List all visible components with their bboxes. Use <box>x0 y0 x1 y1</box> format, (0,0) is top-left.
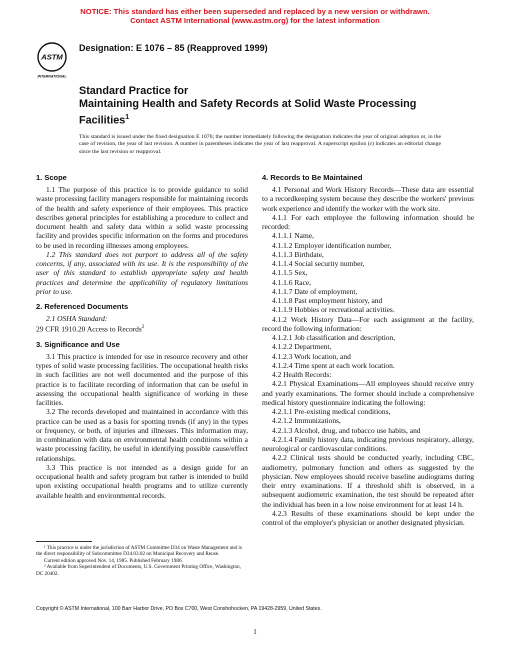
footnotes <box>36 545 248 577</box>
title-footnote-mark: 1 <box>125 114 130 121</box>
para-4-2-3: 4.2.3 Results of these examinations should be kept under the control of the employer's physician or another designated physician. <box>262 508 474 527</box>
para-4-2-1-4: 4.2.1.4 Family history data, indicating previous respiratory, allergy, neurological or cardiovascular conditions. <box>262 434 474 453</box>
title-line-2 <box>79 98 459 128</box>
list-item: 4.2.1.1 Pre-existing medical conditions, <box>272 407 391 416</box>
astm-logo-subtext: INTERNATIONAL <box>37 74 67 79</box>
notice-line-2: Contact ASTM International (www.astm.org) for the latest information <box>130 16 380 26</box>
para-3-1: 3.1 This practice is intended for use in resource recovery and other types of solid waste processing facilities. The occupational health risks in such facilities are not well documented and the purpose of this practice is to facilitate recording of information that can be useful in assessing the occupational health significance of working in these facilities. <box>36 351 248 408</box>
supersede-notice <box>0 7 510 25</box>
para-4-1-2: 4.1.2 Work History Data—For each assignment at the facility, record the following information: <box>262 314 474 333</box>
para-1-1: 1.1 The purpose of this practice is to provide guidance to solid waste processing facility managers responsible for maintaining records of the health and safety experience of their employees. This practice describes general principles for establishing a procedure to collect and document health and safety data within a solid waste processing facility and provides specific information on the forms and procedures to be used in recording illnesses among employees. <box>36 185 248 250</box>
notice-line-1: NOTICE: This standard has either been superseded and replaced by a new version or withdrawn. <box>80 7 430 16</box>
list-item: 4.1.1.4 Social security number, <box>272 259 365 268</box>
list-item: 4.2.1.3 Alcohol, drug, and tobacco use habits, and <box>272 425 421 435</box>
para-1-2 <box>36 250 248 296</box>
footnote-1b: Current edition approved Nov. 14, 1985. Published February 1986. <box>44 557 183 564</box>
designation: Designation: E 1076 – 85 (Reapproved 1999) <box>79 43 268 53</box>
list-item: 4.1.2.4 Time spent at each work location. <box>272 360 395 370</box>
document-title <box>79 85 459 128</box>
astm-logo-text: ASTM <box>41 52 63 62</box>
para-2-2 <box>36 323 248 334</box>
para-3-2: 3.2 The records developed and maintained in accordance with this practice can be used as a basis for spotting trends (if any) in the types or frequency, or both, of injuries and illnesses. This information may, in combination with data on environmental health conditions within a waste processing facility, be useful in identifying possible cause/effect relationships. <box>36 407 248 463</box>
list-item: 4.1.2.2 Department, <box>272 342 332 352</box>
para-4-2-2: 4.2.2 Clinical tests should be conducted yearly, including CBC, audiometry, pulmonary function and others as suggested by the physician. New employees should receive baseline audiograms during their entry examinations. If a threshold shift is observed, in a subsequent audiometric examination, the test should be repeated after the individual has been in a low noise environment for at least 14 h. <box>262 453 474 509</box>
list-item: 4.1.1.2 Employer identification number, <box>272 240 392 250</box>
list-item: 4.1.2.1 Job classification and description, <box>272 333 396 342</box>
footnote-1: ¹ This practice is under the jurisdiction of ASTM Committee D34 on Waste Management and is the direct responsibility of Subcommittee D34.03.02 on Municipal Recovery and Reuse. <box>36 545 242 558</box>
section-1-heading: 1. Scope <box>36 173 67 182</box>
para-4-2-1: 4.2.1 Physical Examinations—All employees should receive entry and yearly examinations. The former should include a comprehensive medical history questionnaire indicating the following: <box>262 379 474 407</box>
para-3-3: 3.3 This practice is not intended as a design guide for an occupational health and safety program but rather is intended to build upon existing occupational health programs and to utilize currently available health and environmental records. <box>36 462 248 500</box>
para-4-1: 4.1 Personal and Work History Records—These data are essential to a recordkeeping system because they describe the workers' previous work experience and identify the worker with the work site. <box>262 185 474 213</box>
right-column <box>262 173 474 527</box>
para-2-1 <box>36 314 248 323</box>
list-item: 4.1.1.3 Birthdate, <box>272 249 324 259</box>
list-item: 4.1.1.8 Past employment history, and <box>272 296 383 305</box>
section-2-heading: 2. Referenced Documents <box>36 302 129 311</box>
list-item: 4.1.1.6 Race, <box>272 277 312 287</box>
para-2-2-mark: 2 <box>141 325 145 331</box>
footnote-rule <box>36 541 92 542</box>
section-4-heading: 4. Records to Be Maintained <box>262 173 363 182</box>
list-item: 4.1.1.7 Date of employment, <box>272 286 358 296</box>
section-3-heading: 3. Significance and Use <box>36 339 120 349</box>
list-item: 4.2.1.2 Immunizations, <box>272 416 341 426</box>
list-item: 4.1.1.1 Name, <box>272 231 314 241</box>
footnote-2: ² Available from Superintendent of Documents, U.S. Government Printing Office, Washington, DC 20402. <box>36 564 241 577</box>
left-column <box>36 173 248 500</box>
list-item: 4.1.1.5 Sex, <box>272 268 308 278</box>
list-item: 4.1.2.3 Work location, and <box>272 351 351 361</box>
list-item: 4.1.1.9 Hobbies or recreational activities. <box>272 305 395 315</box>
title-line-1: Standard Practice for <box>79 85 189 97</box>
page-number: 1 <box>253 628 257 636</box>
title-main: Maintaining Health and Safety Records at Solid Waste Processing Facilities <box>79 98 417 127</box>
copyright-line: Copyright © ASTM International, 100 Barr Harbor Drive, PO Box C700, West Conshohocken, PA 19428-2959, United States. <box>36 606 322 612</box>
para-2-2-text: 29 CFR 1910.20 Access to Records <box>36 324 142 334</box>
para-2-1-text: 2.1 OSHA Standard: <box>46 314 108 323</box>
para-4-1-1: 4.1.1 For each employee the following information should be recorded: <box>262 212 474 231</box>
astm-logo <box>34 40 70 80</box>
issuance-note: This standard is issued under the fixed designation E 1076; the number immediately following the designation indicates the year of original adoption or, in the case of revision, the year of last revision. A number in parentheses indicates the year of last reapproval. A superscript epsilon (ε) indicates an editorial change since the last revision or reapproval. <box>79 134 441 155</box>
para-4-2: 4.2 Health Records: <box>272 370 332 379</box>
para-1-2-text: 1.2 This standard does not purport to address all of the safety concerns, if any, associated with its use. It is the responsibility of the user of this standard to establish appropriate safety and health practices and determine the applicability of regulatory limitations prior to use. <box>36 249 248 296</box>
